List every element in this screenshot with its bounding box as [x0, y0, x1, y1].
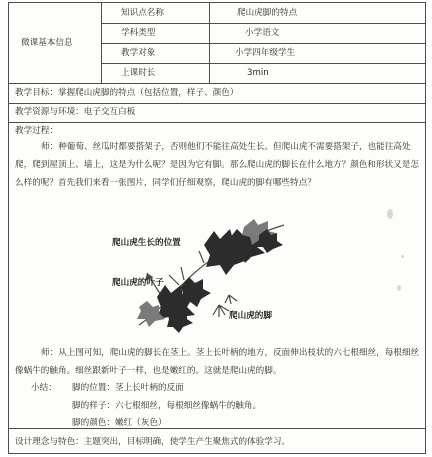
- scan-speck: [397, 285, 401, 291]
- label-ivy-leaf: 爬山虎的叶子: [112, 278, 164, 288]
- teaching-resources: 教学资源与环境：电子交互白板: [15, 107, 136, 117]
- info-key-subject: 学科类型: [121, 28, 156, 38]
- summary-label: 小结：: [31, 383, 57, 393]
- label-growth-position: 爬山虎生长的位置: [112, 238, 181, 248]
- process-heading: 教学过程：: [15, 126, 58, 136]
- info-value-duration: 3min: [247, 68, 269, 78]
- section-line-process: [9, 122, 426, 123]
- summary-color: 脚的颜色：嫩红（灰色）: [72, 418, 167, 428]
- info-value-subject: 小学语文: [245, 28, 280, 38]
- section-line-resources: [9, 103, 426, 104]
- info-key-duration: 上课时长: [121, 68, 156, 78]
- scan-speck: [387, 209, 393, 219]
- process-explain: 师：从上图可知，爬山虎的脚长在茎上。茎上长叶柄的地方，反面伸出枝状的六七根细丝，每根细丝像蜗牛的触角。细丝跟新叶子一样，也是嫩红的。这就是爬山虎的脚。: [15, 348, 420, 376]
- summary-shape: 脚的样子：六七根细丝，每根细丝像蜗牛的触角。: [72, 401, 262, 411]
- ivy-leaves-upper: [204, 219, 283, 275]
- info-row-line-3: [101, 63, 426, 64]
- info-key-audience: 教学对象: [121, 48, 156, 58]
- summary-position: 脚的位置：茎上长叶柄的反面: [72, 383, 184, 393]
- lesson-plan-sheet: [8, 2, 426, 454]
- process-intro: 师：种葡萄、丝瓜时都要搭架子，否则他们不能往高处生长。但爬山虎不需要搭架子，也能往高处爬，爬到屋顶上、墙上，这是为什么呢？是因为它有脚。那么爬山虎的脚长在什么地方？颜色和形状又是怎么样的呢？首先我们来看一张图片，同学们仔细观察，爬山虎的脚有哪些特点？: [15, 142, 419, 188]
- info-section-label: 微课基本信息: [21, 38, 73, 48]
- design-concept: 设计理念与特色：主题突出，目标明确，使学生产生聚焦式的体验学习。: [15, 437, 291, 447]
- teaching-goal: 教学目标：掌握爬山虎脚的特点（包括位置，样子、颜色）: [15, 88, 239, 98]
- info-row-line-1: [101, 23, 426, 24]
- section-line-design: [9, 428, 426, 429]
- section-line-goal: [9, 83, 426, 84]
- info-key-topic: 知识点名称: [121, 8, 164, 18]
- info-value-audience: 小学四年级学生: [235, 48, 296, 58]
- info-value-topic: 爬山虎脚的特点: [237, 8, 298, 18]
- label-ivy-foot: 爬山虎的脚: [229, 311, 272, 321]
- scan-speck: [401, 255, 404, 258]
- info-row-line-2: [101, 43, 426, 44]
